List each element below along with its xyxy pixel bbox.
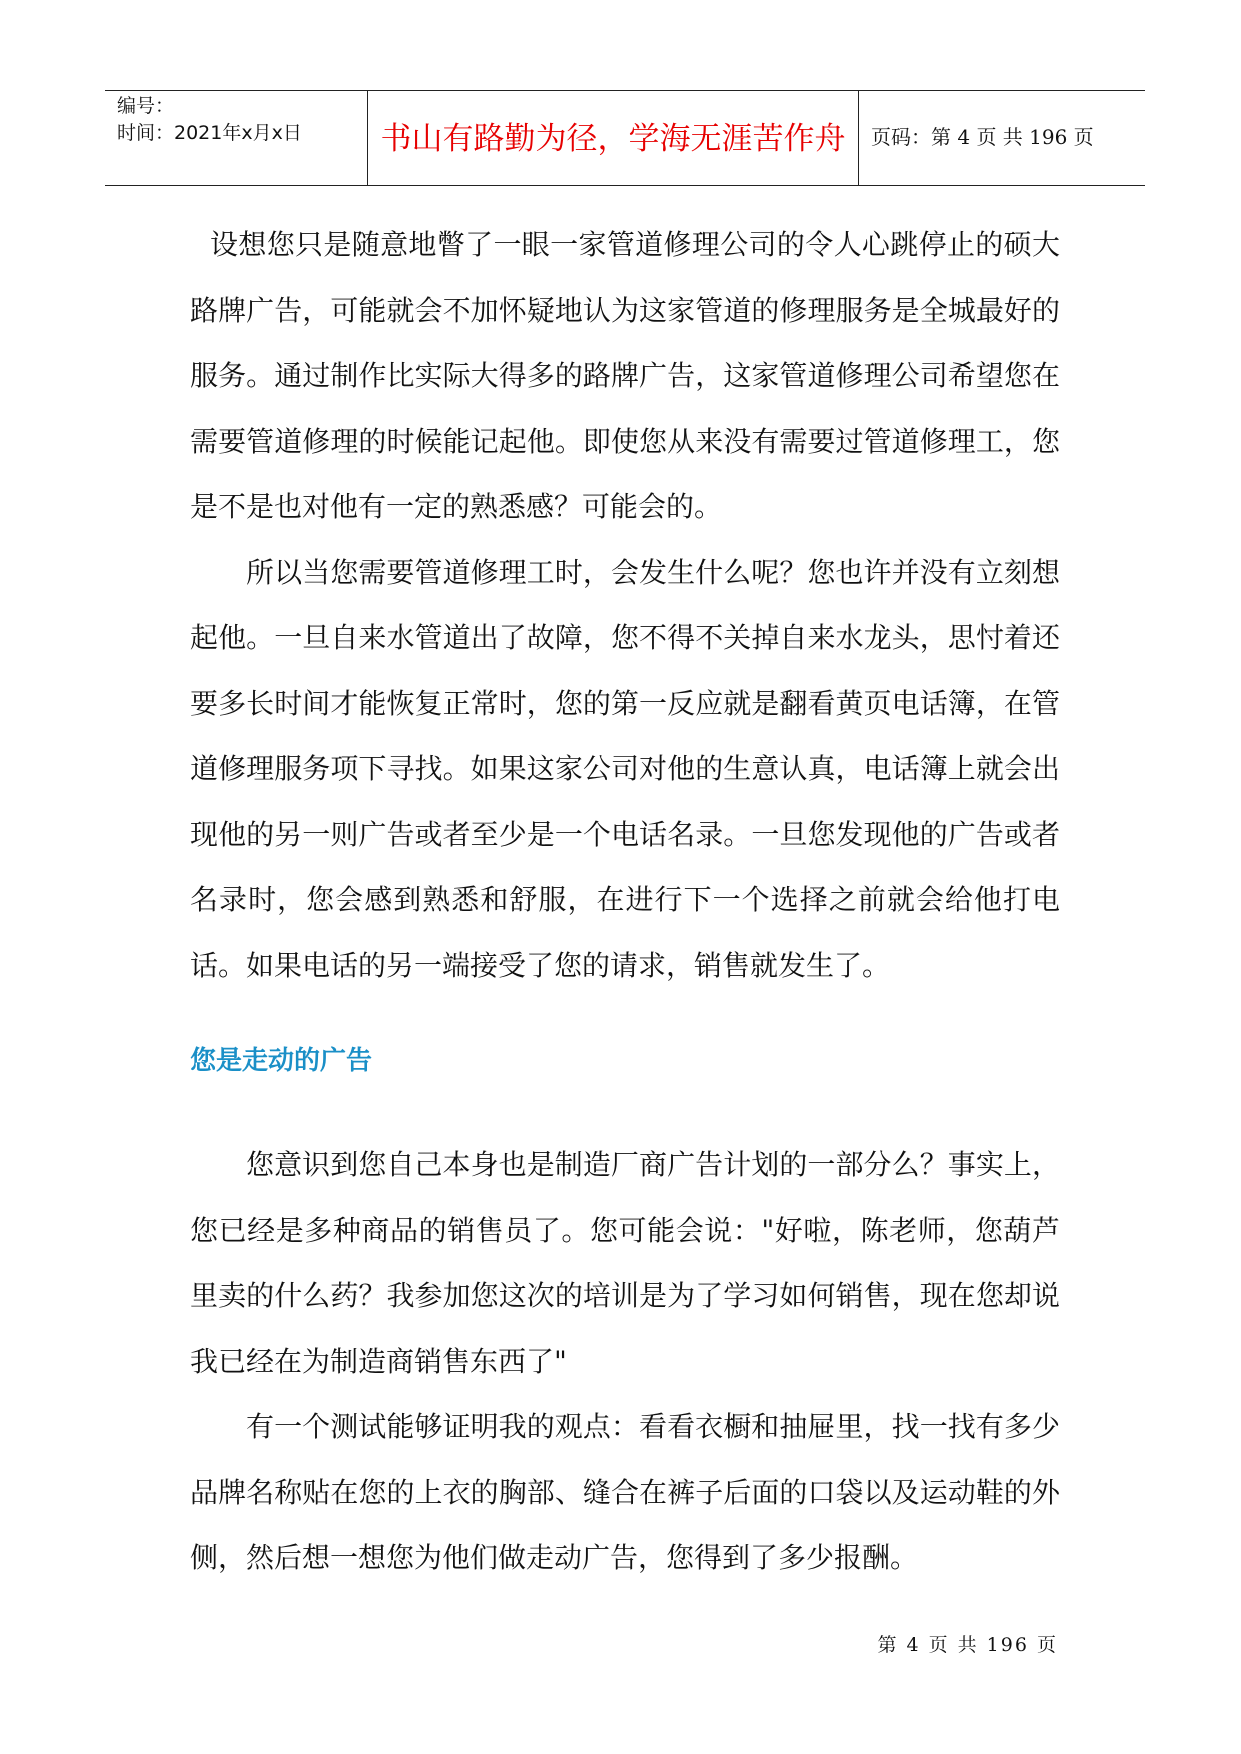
page-header bbox=[105, 90, 1145, 186]
header-motto: 书山有路勤为径，学海无涯苦作舟 bbox=[368, 91, 859, 185]
body-paragraph: 所以当您需要管道修理工时，会发生什么呢？您也许并没有立刻想起他。一旦自来水管道出了故障，您不得不关掉自来水龙头，思忖着还要多长时间才能恢复正常时，您的第一反应就是翻看黄页电话簿，在管道修理服务项下寻找。如果这家公司对他的生意认真，电话簿上就会出现他的另一则广告或者至少是一个电话名录。一旦您发现他的广告或者名录时，您会感到熟悉和舒服，在进行下一个选择之前就会给他打电话。如果电话的另一端接受了您的请求，销售就发生了。 bbox=[190, 555, 1060, 982]
document-time-label: 时间：2021年x月x日 bbox=[117, 122, 302, 144]
document-number-label: 编号： bbox=[117, 95, 175, 117]
section-body bbox=[190, 1132, 1060, 1591]
section-heading: 您是走动的广告 bbox=[190, 1046, 373, 1076]
header-page-info: 页码：第 4 页 共 196 页 bbox=[871, 124, 1094, 149]
body-paragraph: 有一个测试能够证明我的观点：看看衣橱和抽屉里，找一找有多少品牌名称贴在您的上衣的胸部、缝合在裤子后面的口袋以及运动鞋的外侧，然后想一想您为他们做走动广告，您得到了多少报酬。 bbox=[190, 1410, 1060, 1574]
body-paragraph: 您意识到您自己本身也是制造厂商广告计划的一部分么？事实上，您已经是多种商品的销售员了。您可能会说："好啦，陈老师，您葫芦里卖的什么药？我参加您这次的培训是为了学习如何销售，现在您却说我已经在为制造商销售东西了" bbox=[190, 1148, 1060, 1378]
header-meta bbox=[105, 91, 368, 185]
page-footer: 第 4 页 共 196 页 bbox=[877, 1634, 1058, 1656]
document-body bbox=[190, 212, 1060, 1574]
body-paragraph: 设想您只是随意地瞥了一眼一家管道修理公司的令人心跳停止的硕大路牌广告，可能就会不加怀疑地认为这家管道的修理服务是全城最好的服务。通过制作比实际大得多的路牌广告，这家管道修理公司希望您在需要管道修理的时候能记起他。即使您从来没有需要过管道修理工，您是不是也对他有一定的熟悉感？可能会的。 bbox=[190, 228, 1060, 523]
